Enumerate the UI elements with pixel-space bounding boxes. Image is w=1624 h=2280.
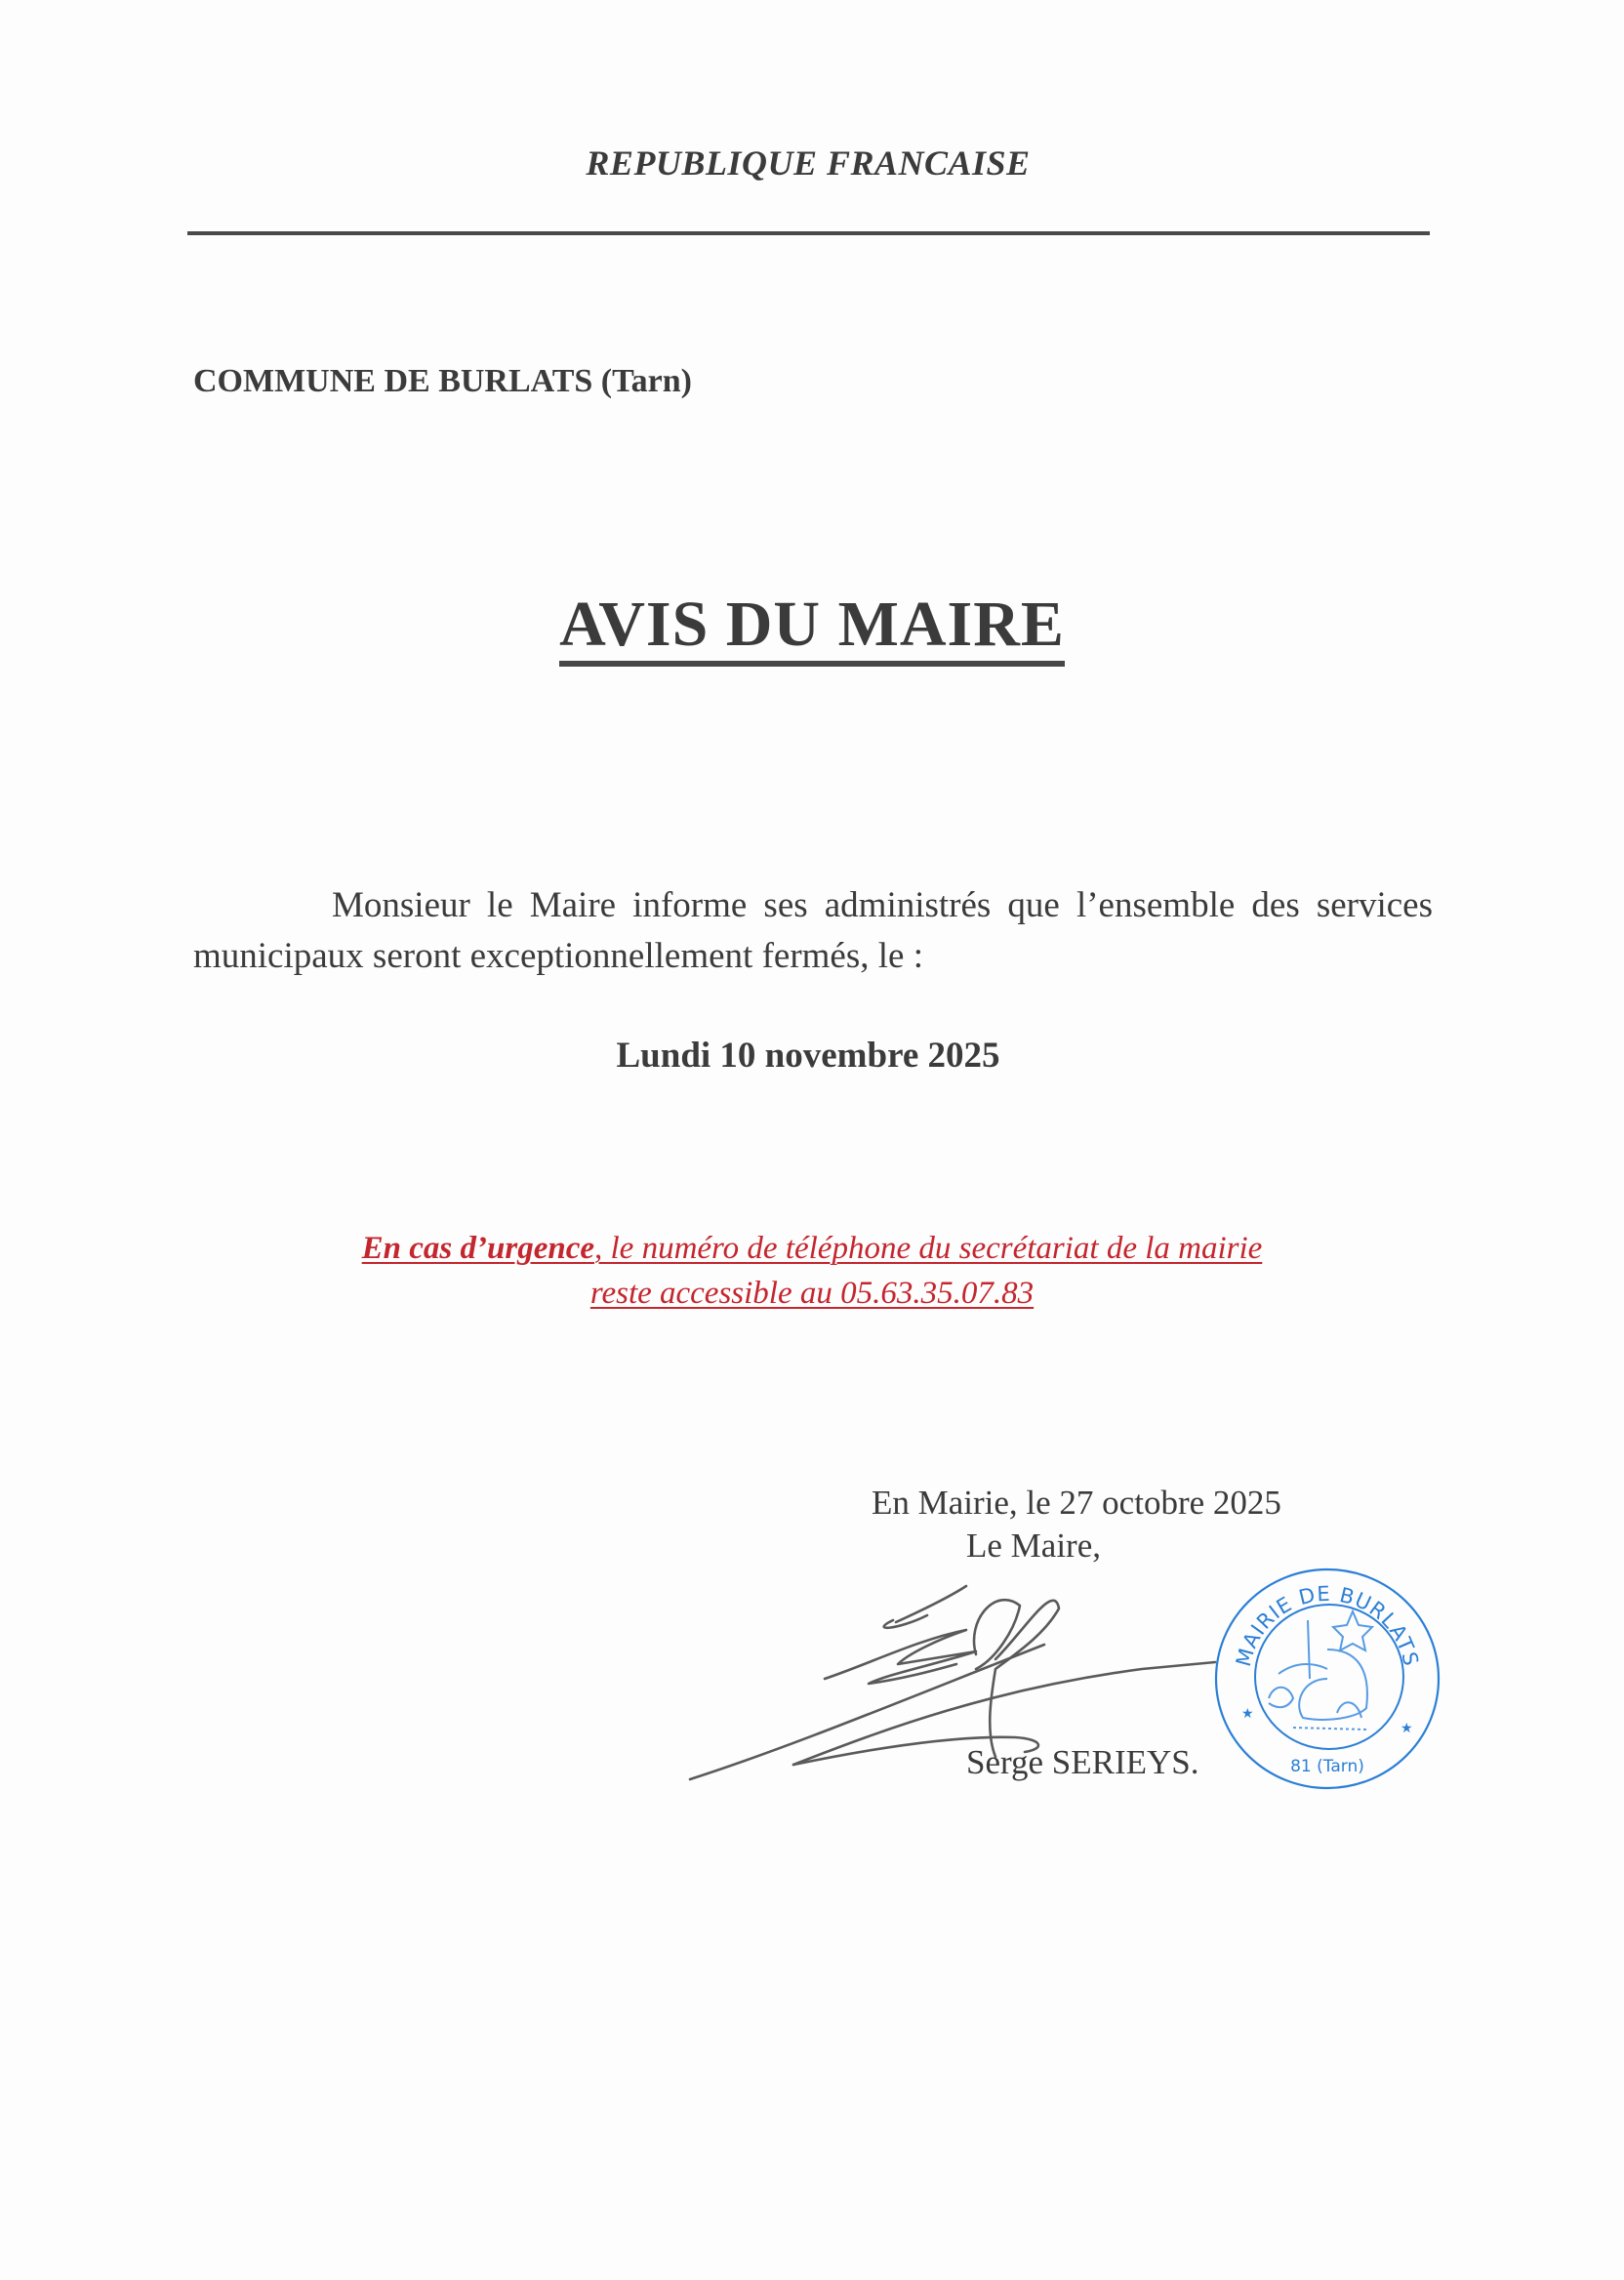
place-date: En Mairie, le 27 octobre 2025 [872,1484,1281,1522]
urgent-line1 [0,1226,1624,1271]
commune-name: COMMUNE DE BURLATS (Tarn) [193,363,692,399]
notice-body-line1: Monsieur le Maire informe ses administrés que l’ensemble des [332,885,1300,925]
urgent-line1-rest: , le numéro de téléphone du secrétariat de la mairie [594,1231,1263,1266]
page-title-text: AVIS DU MAIRE [559,590,1065,667]
signoff-block [872,1482,1281,1568]
signer-role: Le Maire, [966,1527,1101,1565]
stamp-bottom-text: 81 (Tarn) [1290,1757,1364,1776]
notice-body-line2: services municipaux seront exceptionnellement fermés, le : [193,885,1433,976]
urgent-phone-line: reste accessible au 05.63.35.07.83 [589,1276,1035,1311]
header-republique-francaise: REPUBLIQUE FRANCAISE [586,143,1031,183]
svg-text:★: ★ [1241,1706,1254,1722]
urgent-lead: En cas d’urgence [361,1231,595,1266]
header-divider [187,231,1430,235]
mairie-stamp-icon [1210,1562,1444,1796]
page-title [0,588,1624,667]
svg-text:★: ★ [1401,1721,1413,1736]
svg-text:MAIRIE DE BURLATS [1232,1582,1423,1669]
closure-date: Lundi 10 novembre 2025 [616,1036,1000,1076]
urgent-line2 [0,1271,1624,1316]
notice-body [193,880,1433,982]
urgent-contact-notice [0,1226,1624,1316]
signer-name: Serge SERIEYS. [966,1743,1199,1781]
stamp-top-text: MAIRIE DE BURLATS [1231,1581,1424,1669]
